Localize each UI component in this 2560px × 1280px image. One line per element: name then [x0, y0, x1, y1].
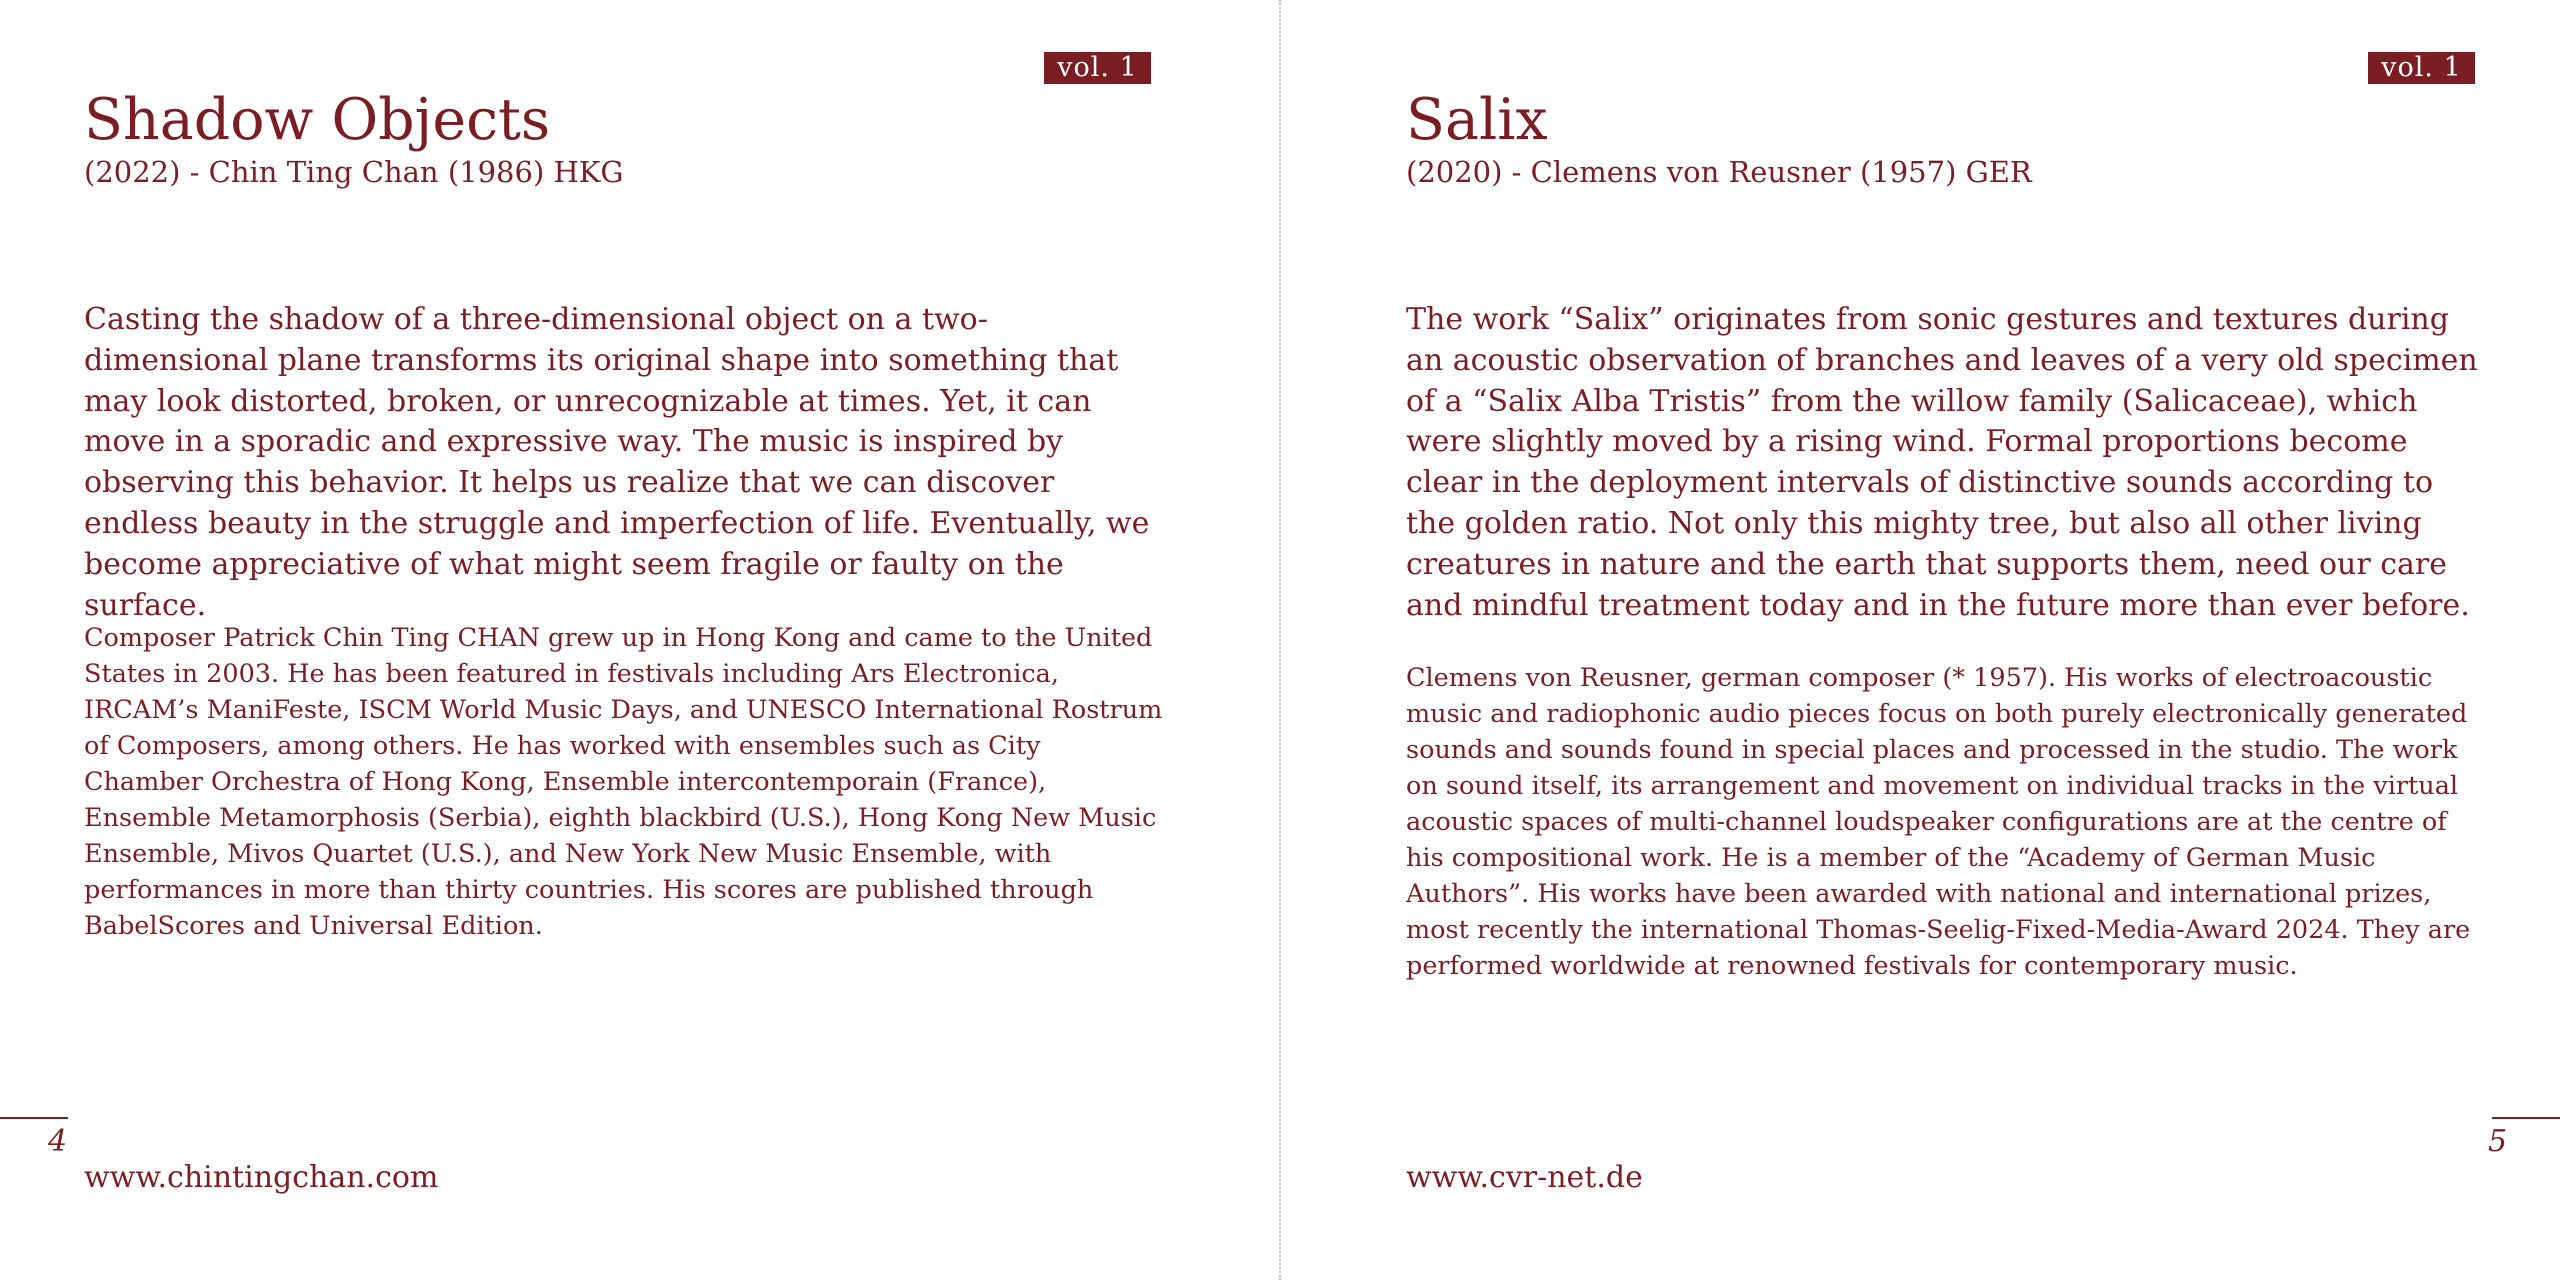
piece-subtitle: (2020) - Clemens von Reusner (1957) GER [1406, 155, 2032, 189]
composer-website: www.chintingchan.com [84, 1160, 439, 1195]
piece-description: Casting the shadow of a three-dimensional object on a two-dimensional plane transforms its original shape into something that may look distorted, broken, or unrecognizable at times. Yet, it can move in a sporadic and expressive way. The music is inspired by observing this behavior. It helps us realize that we can discover endless beauty in the struggle and imperfection of life. Eventually, we become appreciative of what might seem fragile or faulty on the surface. [84, 302, 1150, 623]
volume-badge: vol. 1 [1044, 52, 1151, 84]
piece-subtitle: (2022) - Chin Ting Chan (1986) HKG [84, 155, 624, 189]
composer-bio: Composer Patrick Chin Ting CHAN grew up in Hong Kong and came to the United States in 2003. He has been featured in festivals including Ars Electronica, IRCAM’s ManiFeste, ISCM World Music Days, and UNESCO International Rostrum of Composers, among others. He has worked with ensembles such as City Chamber Orchestra of Hong Kong, Ensemble intercontemporain (France), Ensemble Metamorphosis (Serbia), eighth blackbird (U.S.), Hong Kong New Music Ensemble, Mivos Quartet (U.S.), and New York New Music Ensemble, with performances in more than thirty countries. His scores are published through BabelScores and Universal Edition. [84, 623, 1163, 941]
page-number: 5 [2488, 1124, 2508, 1159]
page-number: 4 [48, 1124, 68, 1159]
piece-description: The work “Salix” originates from sonic gestures and textures during an acoustic observation of branches and leaves of a very old specimen of a “Salix Alba Tristis” from the willow family (Salicaceae), which were slightly moved by a rising wind. Formal proportions become clear in the deployment intervals of distinctive sounds according to the golden ratio. Not only this mighty tree, but also all other living creatures in nature and the earth that supports them, need our care and mindful treatment today and in the future more than ever before. [1406, 302, 2478, 623]
composer-website: www.cvr-net.de [1406, 1160, 1643, 1195]
footer-rule [2492, 1117, 2560, 1119]
composer-bio: Clemens von Reusner, german composer (* 1957). His works of electroacoustic music and radiophonic audio pieces focus on both purely electronically generated sounds and sounds found in special places and processed in the studio. The work on sound itself, its arrangement and movement on individual tracks in the virtual acoustic spaces of multi-channel loudspeaker configurations are at the centre of his compositional work. He is a member of the “Academy of German Music Authors”. His works have been awarded with national and international prizes, most recently the international Thomas-Seelig-Fixed-Media-Award 2024. They are performed worldwide at renowned festivals for contemporary music. [1406, 663, 2471, 981]
right-page [1280, 0, 2560, 1280]
piece-title: Shadow Objects [84, 87, 551, 153]
piece-title: Salix [1406, 87, 1548, 153]
footer-rule [0, 1117, 68, 1119]
volume-badge: vol. 1 [2368, 52, 2475, 84]
